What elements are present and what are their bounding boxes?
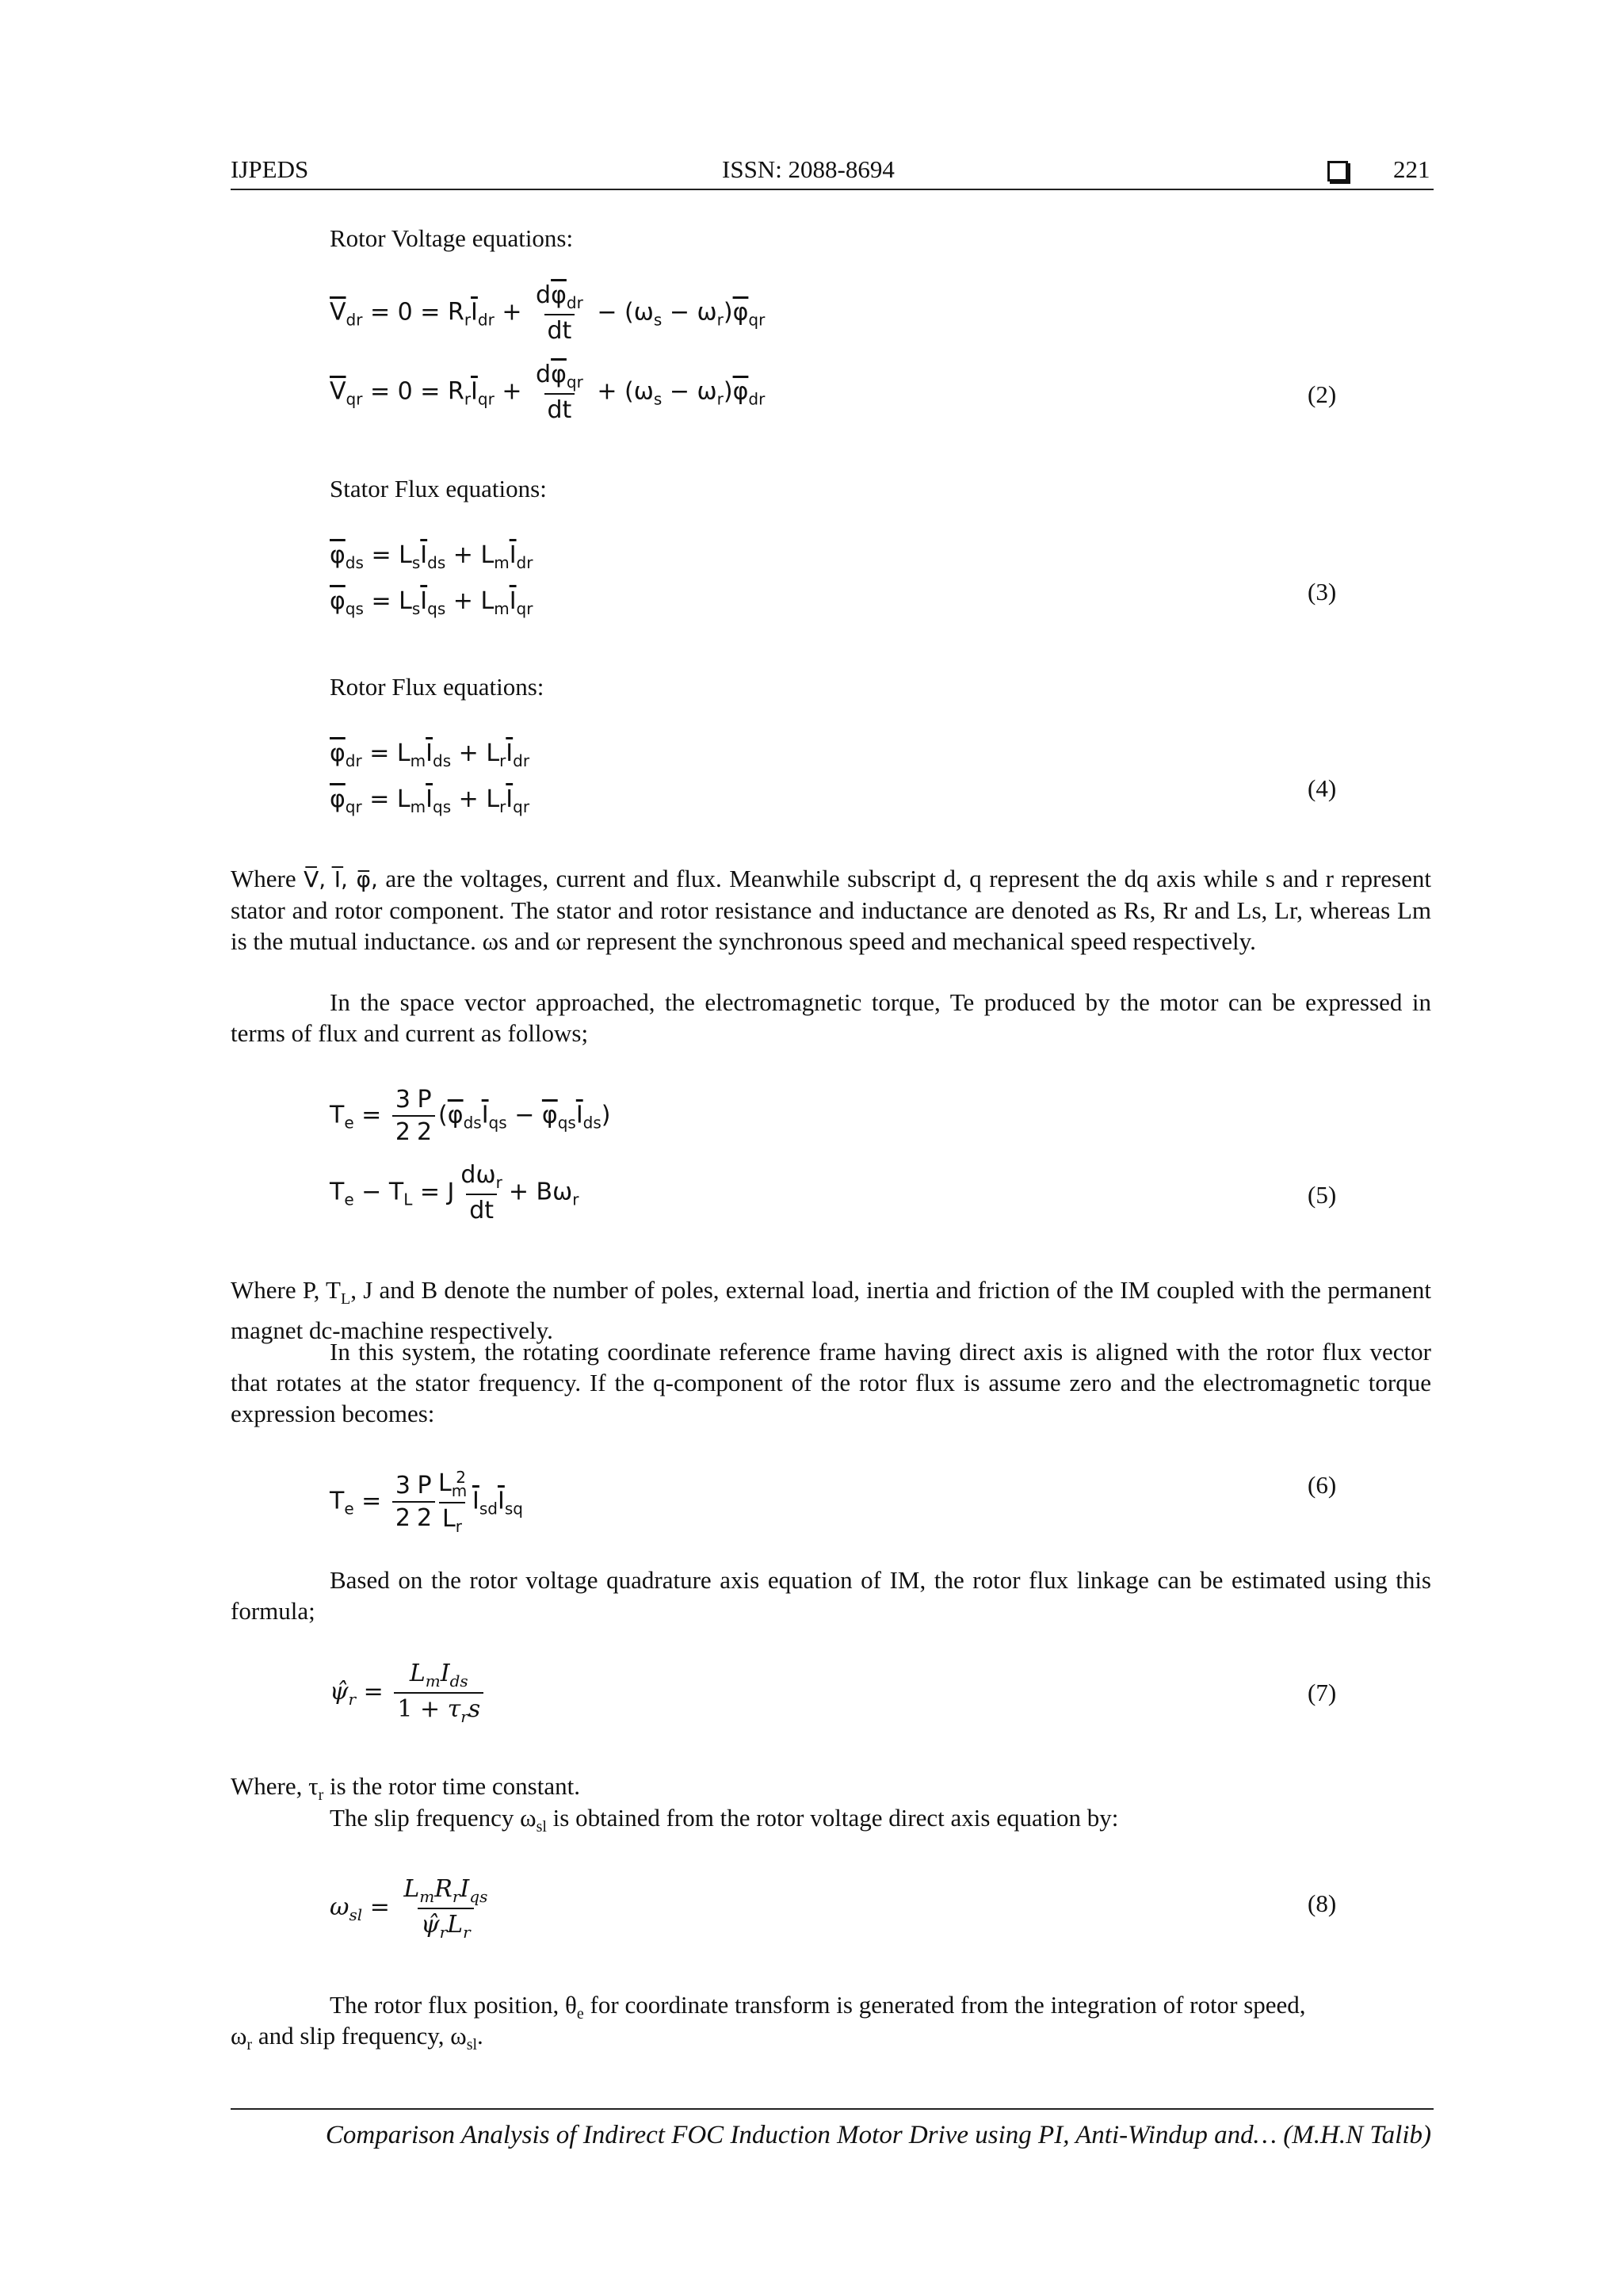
symbols-v-i-phi: V̅, I̅, φ̅,: [304, 866, 378, 892]
equation-phi-qr: $\overline{\varphi}_{qr} = L_m\overline{I}_{qs} + L_r\overline{I}_{qr}$: [330, 785, 530, 816]
section-label-rotor-voltage: Rotor Voltage equations:: [330, 224, 574, 252]
page-number: 221: [1393, 155, 1430, 183]
equation-number-3: (3): [1308, 578, 1337, 606]
square-icon: [1327, 159, 1348, 187]
paragraph-flux-estimation: Based on the rotor voltage quadrature axis equation of IM, the rotor flux linkage can be estimated using this formula;: [231, 1566, 1431, 1625]
footer-rule: [231, 2108, 1434, 2110]
issn: ISSN: 2088-8694: [722, 155, 895, 183]
equation-phi-dr: $\overline{\varphi}_{dr} = L_m\overline{I}_{ds} + L_r\overline{I}_{dr}$: [330, 739, 530, 770]
equation-flux-linkage: $\psî_r$ = $\frac{L_mI_{ds}}{1 + \tau_rs}$: [330, 1660, 487, 1726]
equation-te: $T_e$ = $\frac{3}{2}$ $\frac{P}{2}$ $(\overline{\varphi}_{ds}\overline{I}_{qs} - \overline{\varphi}_{qs}\overline{I}_{ds})$: [330, 1086, 611, 1146]
equation-phi-qs: $\overline{\varphi}_{qs} = L_s\overline{I}_{qs} + L_m\overline{I}_{qr}$: [330, 587, 533, 618]
equation-number-5: (5): [1308, 1181, 1337, 1209]
section-label-stator-flux: Stator Flux equations:: [330, 475, 547, 502]
paragraph-reference-frame: In this system, the rotating coordinate reference frame having direct axis is aligned with the rotor flux vector that rotates at the stator frequency. If the q-component of the rotor flux is assume zero and the electromagnetic torque expression becomes:: [231, 1338, 1431, 1427]
equation-vdr: $\overline{V}_{dr} = 0 = R_r\overline{I}_{dr}$ + $\frac{d\overline{\varphi}_{dr}}{dt}$ − $(\omega_s - \omega_r)\overline{\varphi}_{qr}$: [330, 281, 766, 345]
paragraph-variables: Where V̅, I̅, φ̅, are the voltages, current and flux. Meanwhile subscript d, q represent the dq axis while s and r represent stator and rotor component. The stator and rotor resistance and inductance are denoted as Rs, Rr and Ls, Lr, whereas Lm is the mutual inductance. ωs and ωr represent the synchronous speed and mechanical speed respectively.: [231, 865, 1431, 955]
equation-slip: $\omega_{sl}$ = $\frac{L_mR_rI_{qs}}{\psî_rL_r}$: [330, 1875, 488, 1942]
equation-number-4: (4): [1308, 774, 1337, 802]
running-footer: Comparison Analysis of Indirect FOC Induction Motor Drive using PI, Anti-Windup and… (M.H.N Talib): [325, 2121, 1431, 2149]
paragraph-slip-frequency: The slip frequency $\omega_{sl}$ is obtained from the rotor voltage direct axis equation by:: [330, 1804, 1119, 1836]
equation-number-2: (2): [1308, 380, 1337, 408]
paragraph-flux-position-cont: $\omega_r$ and slip frequency, $\omega_{sl}$.: [231, 2022, 483, 2054]
paragraph-flux-position: The rotor flux position, $\theta_e$ for coordinate transform is generated from the integration of rotor speed,: [330, 1991, 1306, 2023]
section-label-rotor-flux: Rotor Flux equations:: [330, 673, 544, 701]
header-rule: [231, 189, 1434, 190]
equation-number-7: (7): [1308, 1679, 1337, 1706]
equation-te-simplified: $T_e$ = $\frac{3}{2}$ $\frac{P}{2}$ $\frac{L_m^2}{L_r}$ $\overline{I}_{sd}\overline{I}_{sq}$: [330, 1468, 523, 1536]
journal-name: IJPEDS: [231, 155, 309, 183]
equation-motion: $T_e - T_L = J$ $\frac{d\omega_r}{dt}$ + $B\omega_r$: [330, 1161, 579, 1224]
paragraph-torque-intro: In the space vector approached, the electromagnetic torque, Te produced by the motor can be expressed in terms of flux and current as follows;: [231, 988, 1431, 1047]
equation-vqr: $\overline{V}_{qr} = 0 = R_r\overline{I}_{qr}$ + $\frac{d\overline{\varphi}_{qr}}{dt}$ + $(\omega_s - \omega_r)\overline{\varphi}_{dr}$: [330, 361, 766, 424]
paragraph-time-constant: Where, $\tau_r$ is the rotor time constant.: [231, 1772, 580, 1805]
equation-number-8: (8): [1308, 1889, 1337, 1917]
equation-number-6: (6): [1308, 1471, 1337, 1499]
equation-phi-ds: $\overline{\varphi}_{ds} = L_s\overline{I}_{ds} + L_m\overline{I}_{dr}$: [330, 541, 533, 572]
paragraph-parameters: Where P, $T_L$, J and B denote the number of poles, external load, inertia and friction of the IM coupled with the permanent magnet dc-machine respectively.: [231, 1276, 1431, 1345]
